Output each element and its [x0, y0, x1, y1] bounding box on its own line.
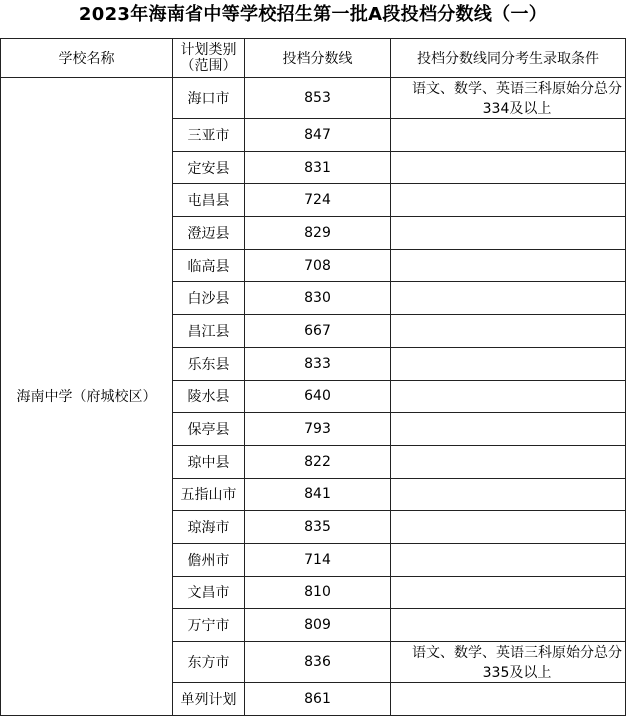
- score-cell: 809: [245, 609, 391, 642]
- score-cell: 847: [245, 119, 391, 152]
- admission-score-table: [0, 38, 626, 716]
- region-cell: 三亚市: [173, 119, 245, 152]
- condition-cell: [391, 217, 626, 250]
- condition-cell: [391, 609, 626, 642]
- score-cell: 833: [245, 347, 391, 380]
- score-cell: 667: [245, 315, 391, 348]
- condition-cell: [391, 184, 626, 217]
- score-cell: 831: [245, 151, 391, 184]
- score-cell: 793: [245, 413, 391, 446]
- region-cell: 定安县: [173, 151, 245, 184]
- score-cell: 829: [245, 217, 391, 250]
- header-plan-category: [173, 39, 245, 78]
- score-cell: 841: [245, 478, 391, 511]
- condition-cell: [391, 543, 626, 576]
- table-header-row: [1, 39, 626, 78]
- region-cell: 东方市: [173, 642, 245, 683]
- score-cell: 714: [245, 543, 391, 576]
- table-row: [1, 78, 626, 119]
- condition-cell: [391, 511, 626, 544]
- condition-cell: [391, 683, 626, 716]
- region-cell: 白沙县: [173, 282, 245, 315]
- school-name-cell: 海南中学（府城校区）: [1, 78, 173, 716]
- score-cell: 830: [245, 282, 391, 315]
- condition-cell: 语文、数学、英语三科原始分总分334及以上: [391, 78, 626, 119]
- condition-cell: [391, 413, 626, 446]
- region-cell: 临高县: [173, 249, 245, 282]
- score-cell: 853: [245, 78, 391, 119]
- region-cell: 海口市: [173, 78, 245, 119]
- condition-cell: [391, 119, 626, 152]
- condition-cell: [391, 282, 626, 315]
- region-cell: 保亭县: [173, 413, 245, 446]
- score-cell: 708: [245, 249, 391, 282]
- region-cell: 昌江县: [173, 315, 245, 348]
- score-cell: 861: [245, 683, 391, 716]
- condition-cell: [391, 315, 626, 348]
- page-title: 2023年海南省中等学校招生第一批A段投档分数线（一）: [78, 4, 548, 25]
- region-cell: 屯昌县: [173, 184, 245, 217]
- table-body: [1, 78, 626, 716]
- header-plan-line1: 计划类别: [180, 42, 237, 58]
- condition-cell: [391, 478, 626, 511]
- score-cell: 835: [245, 511, 391, 544]
- header-tie-condition: 投档分数线同分考生录取条件: [391, 39, 626, 78]
- condition-cell: [391, 445, 626, 478]
- region-cell: 琼中县: [173, 445, 245, 478]
- region-cell: 文昌市: [173, 576, 245, 609]
- region-cell: 单列计划: [173, 683, 245, 716]
- condition-cell: [391, 151, 626, 184]
- header-school-name: 学校名称: [1, 39, 173, 78]
- condition-cell: [391, 380, 626, 413]
- condition-cell: 语文、数学、英语三科原始分总分335及以上: [391, 642, 626, 683]
- score-cell: 724: [245, 184, 391, 217]
- header-plan-line2: （范围）: [180, 58, 237, 74]
- condition-cell: [391, 249, 626, 282]
- score-cell: 810: [245, 576, 391, 609]
- condition-cell: [391, 576, 626, 609]
- score-cell: 836: [245, 642, 391, 683]
- condition-cell: [391, 347, 626, 380]
- score-cell: 640: [245, 380, 391, 413]
- region-cell: 五指山市: [173, 478, 245, 511]
- score-cell: 822: [245, 445, 391, 478]
- region-cell: 乐东县: [173, 347, 245, 380]
- region-cell: 琼海市: [173, 511, 245, 544]
- region-cell: 儋州市: [173, 543, 245, 576]
- region-cell: 万宁市: [173, 609, 245, 642]
- region-cell: 陵水县: [173, 380, 245, 413]
- region-cell: 澄迈县: [173, 217, 245, 250]
- header-score-line: 投档分数线: [245, 39, 391, 78]
